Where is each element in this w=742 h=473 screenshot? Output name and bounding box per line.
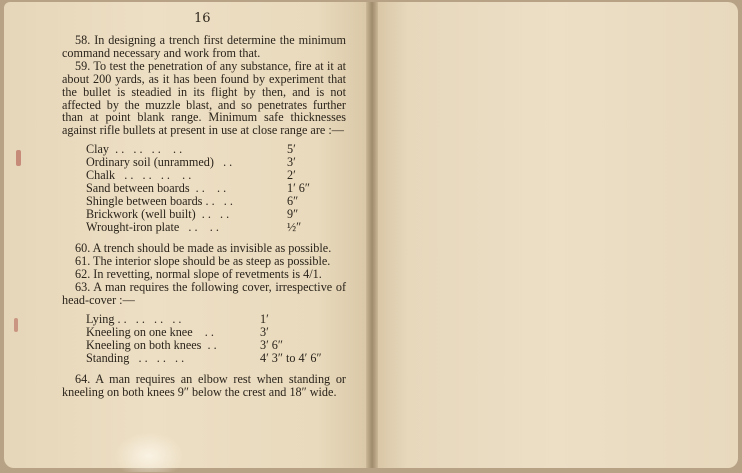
thickness-value: 2′ — [287, 168, 296, 183]
paragraph-63: 63. A man requires the following cover, irrespective of head-cover :— — [62, 279, 346, 307]
table-row — [86, 221, 346, 234]
thickness-value: 3′ — [287, 155, 296, 170]
book-gutter — [366, 2, 378, 468]
paragraph-60: 60. A trench should be made as invisible as possible. — [75, 241, 332, 256]
position-label: Lying . . . . . . . . — [86, 311, 182, 326]
paragraph-64: 64. A man requires an elbow rest when standing or kneeling on both knees 9″ below the crest and 18″ wide. — [62, 371, 346, 399]
thickness-value: 9″ — [287, 207, 299, 222]
table-row — [86, 352, 346, 365]
table-row — [86, 326, 346, 339]
thickness-value: 1′ 6″ — [287, 181, 310, 196]
paragraph-58: 58. In designing a trench first determine the minimum command necessary and work from that. — [62, 33, 346, 60]
cover-value: 3′ 6″ — [260, 337, 283, 352]
table-row — [86, 313, 346, 326]
position-label: Standing . . . . . . — [86, 350, 185, 365]
page-edge-stain — [16, 150, 21, 166]
material-label: Ordinary soil (unrammed) . . — [86, 155, 233, 170]
cover-value: 3′ — [260, 324, 269, 339]
page-text — [62, 34, 346, 399]
page-number: 16 — [194, 11, 211, 26]
thickness-value: 5′ — [287, 142, 296, 157]
cover-table — [86, 313, 346, 365]
position-label: Kneeling on one knee . . — [86, 324, 214, 339]
thickness-table — [86, 143, 346, 234]
cover-value: 1′ — [260, 311, 269, 326]
right-page-blank — [372, 2, 738, 468]
paragraph-59: 59. To test the penetration of any substance, fire at it at about 200 yards, as it has been found by experiment that the bullet is steadied in its flight by then, and is not affected by the muzzle blast, and so penetrates further than at point blank range. Minimum safe thicknesses against rifle bullets at present in use at close range are :— — [62, 58, 346, 138]
thickness-value: 6″ — [287, 194, 299, 209]
material-label: Chalk . . . . . . . . — [86, 168, 192, 183]
thickness-value: ½″ — [287, 220, 302, 235]
paragraph-61: 61. The interior slope should be as steep as possible. — [75, 254, 331, 269]
material-label: Sand between boards . . . . — [86, 181, 227, 196]
page-edge-stain — [14, 318, 18, 332]
material-label: Clay . . . . . . . . — [86, 142, 183, 157]
paragraph-62: 62. In revetting, normal slope of revetments is 4/1. — [75, 267, 322, 282]
cover-value: 4′ 3″ to 4′ 6″ — [260, 350, 322, 365]
material-label: Brickwork (well built) . . . . — [86, 207, 230, 222]
material-label: Shingle between boards . . . . — [86, 194, 233, 209]
paper-wear — [114, 432, 184, 472]
left-page — [4, 2, 372, 468]
material-label: Wrought-iron plate . . . . — [86, 220, 219, 235]
table-row — [86, 339, 346, 352]
position-label: Kneeling on both knees . . — [86, 337, 217, 352]
